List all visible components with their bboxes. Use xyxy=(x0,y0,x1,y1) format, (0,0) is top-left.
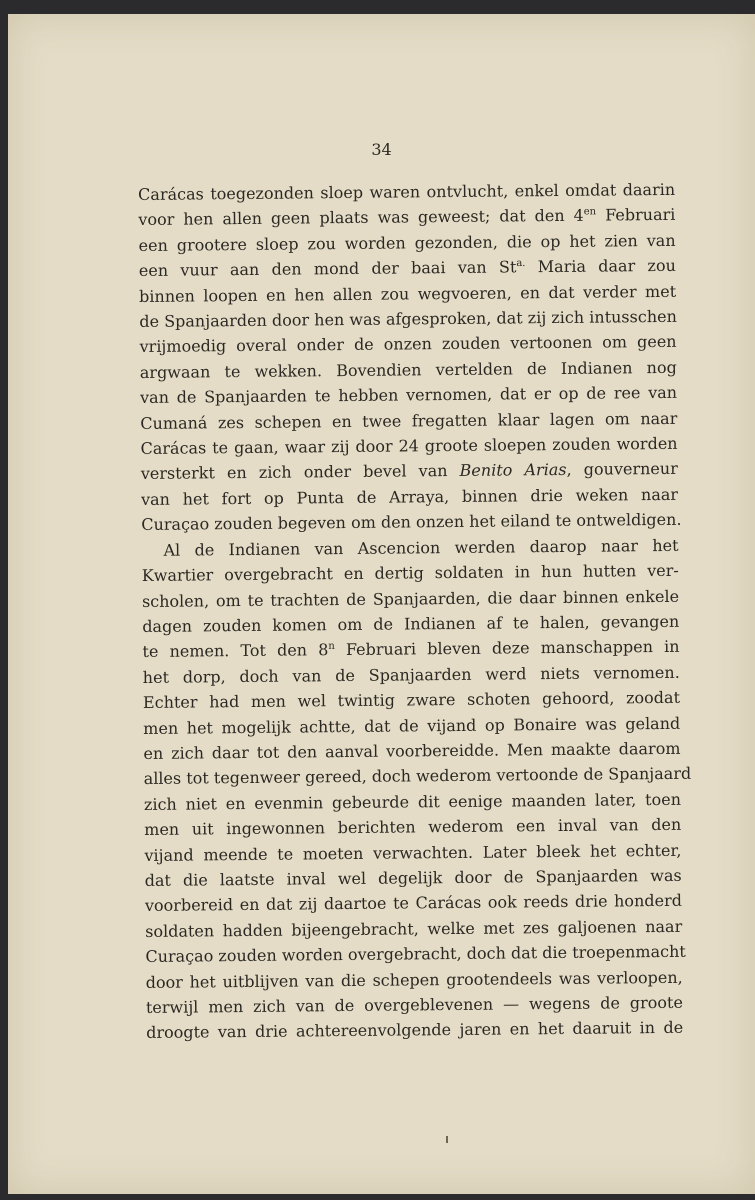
text-line: en zich daar tot den aanval voorbereidde. Men maakte daarom xyxy=(143,738,681,763)
text-line: het dorp, doch van de Spanjaarden werd niets vernomen. xyxy=(142,662,680,687)
text-line: Kwartier overgebracht en dertig soldaten in hun hutten ver- xyxy=(141,560,679,586)
text-line: door het uitblijven van die schepen grootendeels was verloopen, xyxy=(145,967,683,992)
text-line: soldaten hadden bijeengebracht, welke met zes galjoenen naar xyxy=(145,916,683,941)
paper-mark xyxy=(446,1136,448,1143)
text-line: Carácas toegezonden sloep waren ontvlucht, enkel omdat daarin xyxy=(138,179,676,204)
text-line: men uit ingewonnen berichten wederom een inval van den xyxy=(144,814,682,840)
text-line: dagen zouden komen om de Indianen af te halen, gevangen xyxy=(142,611,680,636)
document-page xyxy=(8,14,755,1194)
text-line: voor hen allen geen plaats was geweest; dat den $4^{en}$ Februari xyxy=(138,205,676,230)
text-line: versterkt en zich onder bevel van Benito Arias, gouverneur xyxy=(140,459,678,484)
superscript: n xyxy=(328,641,335,653)
text-line: vrijmoedig overal onder de onzen zouden vertoonen om geen xyxy=(139,332,677,357)
text-line: van de Spanjaarden te hebben vernomen, dat er op de ree van xyxy=(139,383,678,408)
text-line: terwijl men zich van de overgeblevenen — wegens de groote xyxy=(145,992,683,1017)
text-line: Echter had men wel twintig zware schoten gehoord, zoodat xyxy=(142,687,681,713)
text-line: scholen, om te trachten de Spanjaarden, die daar binnen enkele xyxy=(141,586,680,611)
text-line: binnen loopen en hen allen zou wegvoeren, en dat verder met xyxy=(139,281,677,306)
text-line: argwaan te wekken. Bovendien vertelden de Indianen nog xyxy=(139,357,677,382)
text-line: alles tot tegenweer gereed, doch wederom vertoonde de Spanjaard xyxy=(143,764,692,789)
text-line: de Spanjaarden door hen was afgesproken, dat zij zich intusschen xyxy=(139,306,677,332)
text-line: een grootere sloep zou worden gezonden, die op het zien van xyxy=(138,230,676,255)
superscript: en xyxy=(583,206,597,218)
text-line: Curaçao zouden begeven om den onzen het eiland te ontweldigen. xyxy=(141,510,682,535)
text-line: zich niet en evenmin gebeurde dit eenige maanden later, toen xyxy=(143,789,682,814)
paragraph-start-line: Al de Indianen van Ascencion werden daarop naar het xyxy=(163,535,679,560)
text-line: vijand meende te moeten verwachten. Later bleek het echter, xyxy=(144,840,682,865)
text-line: voorbereid en dat zij daartoe te Carácas ook reeds drie honderd xyxy=(144,891,683,916)
text-line: droogte van drie achtereenvolgende jaren en het daaruit in de xyxy=(146,1018,684,1043)
italic-name: Benito Arias xyxy=(459,460,567,481)
text-line: men het mogelijk achtte, dat de vijand op Bonaire was geland xyxy=(143,713,681,738)
body-text xyxy=(138,177,692,1046)
text-line: een vuur aan den mond der baai van $St^{a.}$ Maria daar zou xyxy=(138,256,676,281)
text-line: Curaçao zouden worden overgebracht, doch dat die troepenmacht xyxy=(145,941,686,967)
text-line: dat die laatste inval wel degelijk door de Spanjaarden was xyxy=(144,865,682,890)
page-number: 34 xyxy=(371,140,392,159)
text-line: te nemen. Tot den 8$^n$ Februari bleven deze manschappen in xyxy=(142,637,680,662)
superscript: a. xyxy=(516,258,526,270)
text-line: Carácas te gaan, waar zij door 24 groote sloepen zouden worden xyxy=(140,433,678,459)
text-line: van het fort op Punta de Arraya, binnen drie weken naar xyxy=(140,484,679,509)
text-line: Cumaná zes schepen en twee fregatten klaar lagen om naar xyxy=(140,408,678,433)
